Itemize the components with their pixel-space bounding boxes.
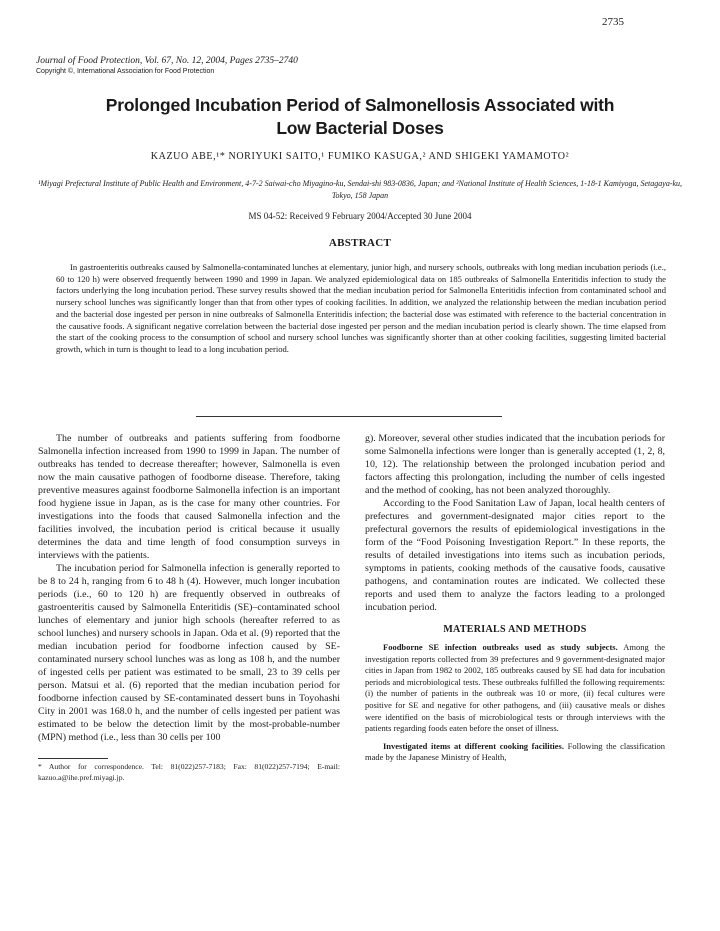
affiliations: ¹Miyagi Prefectural Institute of Public Health and Environment, 4-7-2 Saiwai-cho Miyagino-ku, Sendai-shi 983-0836, Japan; and ²National Institute of Health Sciences, 1-18-1 Kamiyoga, Setagaya-ku, Tokyo, 158 Japan bbox=[37, 179, 683, 200]
methods-paragraph-1 bbox=[365, 642, 665, 735]
intro-paragraph-3: g). Moreover, several other studies indicated that the incubation periods for some Salmonella infections were longer than is generally accepted (1, 2, 8, 10, 12). The relationship between the prolonged incubation period and factors affecting this prolongation, including the number of cells ingested and the method of cooking, has not been analyzed thoroughly. bbox=[365, 433, 665, 496]
intro-paragraph-4: According to the Food Sanitation Law of Japan, local health centers of prefectures and government-designated major cities report to the prefectural governors the results of epidemiological investigations in the form of the “Food Poisoning Investigation Report.” In these reports, the results of detailed investigations into items such as incubation periods, symptoms in patients, cooking methods of the causative foods, causative pathogens, and contamination routes are indicated. We collected these reports and used them to analyze the factors leading to a prolonged incubation period. bbox=[365, 498, 665, 613]
methods-heading: MATERIALS AND METHODS bbox=[443, 624, 587, 635]
intro-paragraph-2: The incubation period for Salmonella infection is generally reported to be 8 to 24 h, ranging from 6 to 48 h (4). However, much longer incubation periods (i.e., 60 to 120 h) are frequently observed in outbreaks of gastroenteritis caused by Salmonella Enteritidis (SE)–contaminated school lunches of elementary and junior high schools (hereafter referred to as school lunches) and nursery schools in Japan. Oda et al. (9) reported that the median incubation period for foodborne infection caused by SE-contaminated nursery school lunches was as long as 108 h, and the number of ingested cells per patient was estimated to be small, 23 to 39 cells per person. Matsui et al. (6) reported that the median incubation period for foodborne infection caused by SE-contaminated dessert buns in Toyohashi City in 2001 was 168.0 h, and the number of cells ingested per patient was estimated to be below the detection limit by the most-probable-number (MPN) method (i.e., less than 30 cells per 100 bbox=[38, 563, 340, 743]
received-dates: MS 04-52: Received 9 February 2004/Accepted 30 June 2004 bbox=[248, 211, 472, 221]
left-column bbox=[38, 432, 340, 783]
methods-paragraph-2 bbox=[365, 741, 665, 764]
abstract-heading: ABSTRACT bbox=[328, 237, 392, 249]
article-title bbox=[30, 94, 690, 140]
correspondence-footnote: * Author for correspondence. Tel: 81(022)257-7183; Fax: 81(022)257-7194; E-mail: kazuo.a@ihe.pref.miyagi.jp. bbox=[38, 762, 340, 782]
intro-paragraph-1: The number of outbreaks and patients suffering from foodborne Salmonella infection increased from 1990 to 1999 in Japan. The number of outbreaks has tended to decrease thereafter; however, Salmonella is even now the main causative pathogen of foodborne disease. Therefore, taking preventive measures against foodborne Salmonella infection is an important food hygiene issue in Japan, as is the case for many other countries. For investigations into the foods that caused Salmonella infection and the facilities involved, the incubation period is critical because it usually determines the data and time length of food consumption surveys in interviews with the patients. bbox=[38, 433, 340, 561]
journal-citation: Journal of Food Protection, Vol. 67, No. 12, 2004, Pages 2735–2740 bbox=[36, 56, 298, 66]
abstract-text: In gastroenteritis outbreaks caused by Salmonella-contaminated lunches at elementary, junior high, and nursery schools, outbreaks with long median incubation periods (i.e., 60 to 120 h) were observed frequently between 1990 and 1999 in Japan. We analyzed epidemiological data on 185 outbreaks of Salmonella Enteritidis infection to study the factors underlying the long incubation period. These survey results showed that the median incubation period for Salmonella Enteritidis infection from contaminated school and nursery school lunches was significantly longer than that from other types of cooking facilities. In addition, we analyzed the relationship between the median incubation period and the bacterial dose ingested per person in nine outbreaks of Salmonella Enteritidis infection; the bacterial dose was estimated with reference to the bacterial concentration in the causative foods. A significant negative correlation between the bacterial dose ingested per person and the median incubation period is clearly shown. The time elapsed from the start of the cooking process to the consumption of school and nursery school lunches was significantly shorter than at other cooking facilities, suggesting limited bacterial growth, which in turn is thought to lead to a long incubation period. bbox=[56, 262, 666, 354]
footnote-divider bbox=[38, 758, 108, 759]
methods-subheading-1: Foodborne SE infection outbreaks used as study subjects. bbox=[383, 642, 618, 652]
right-column bbox=[365, 432, 665, 764]
title-line-1: Prolonged Incubation Period of Salmonellosis Associated with bbox=[105, 95, 615, 115]
methods-subheading-2: Investigated items at different cooking facilities. bbox=[383, 740, 564, 751]
methods-text-2: Following the classification made by the Japanese Ministry of Health, bbox=[365, 740, 665, 763]
methods-text-1: Among the investigation reports collected from 39 prefectures and 9 government-designated major cities in Japan from 1982 to 2002, 185 outbreaks caused by SE had data for incubation periods and microbiological tests. These outbreaks fulfilled the following requirements: (i) the number of patients in the outbreak was 10 or more, (ii) fecal cultures were positive for SE and negative for other pathogens, and (iii) causative meals or dishes were identified on the basis of microbiological tests or through interviews with the patients regarding foods eaten before the onset of illness. bbox=[365, 642, 665, 734]
title-line-2: Low Bacterial Doses bbox=[276, 118, 444, 138]
author-list: KAZUO ABE,¹* NORIYUKI SAITO,¹ FUMIKO KASUGA,² AND SHIGEKI YAMAMOTO² bbox=[150, 151, 570, 162]
page-number: 2735 bbox=[602, 16, 624, 28]
abstract-divider bbox=[196, 416, 502, 417]
copyright-notice: Copyright ©, International Association for Food Protection bbox=[36, 68, 215, 75]
